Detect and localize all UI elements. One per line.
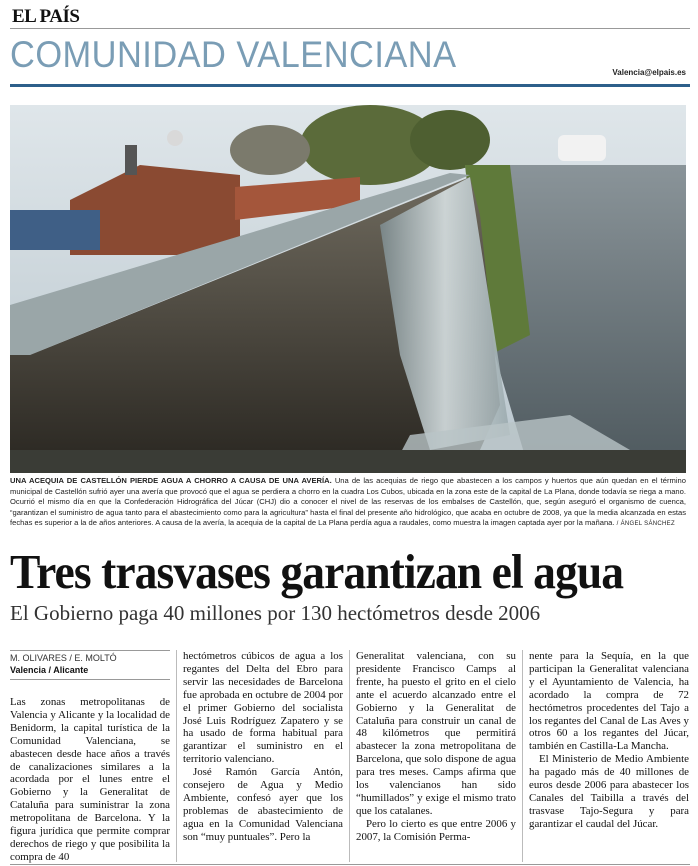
article-paragraph: Pero lo cierto es que entre 2006 y 2007, la Comisión Perma- [356,817,516,843]
byline-place: Valencia / Alicante [10,664,170,680]
subheadline: El Gobierno paga 40 millones por 130 hectómetros desde 2006 [10,601,541,625]
article-paragraph: José Ramón García Antón, consejero de Agua y Medio Ambiente, confesó ayer que los problemas de abastecimiento de agua en la Comunidad Valenciana son “muy puntuales”. Pero la [183,766,343,843]
top-rule [10,28,690,29]
article-paragraph: Generalitat valenciana, con su presidente Francisco Camps al frente, ha puesto el grito en el cielo ante el acuerdo alcanzado entre el Gobierno y la Generalitat de Cataluña para construir un canal de 48 kilómetros que permitirá abastecer la zona metropolitana de Barcelona, que solo dispone de agua para tres meses. Camps afirma que los valencianos han sido “humillados” y exige el mismo trato que los catalanes. [356,650,516,817]
bottom-rule [10,864,690,865]
article-column-1 [10,650,170,864]
headline: Tres trasvases garantizan el agua [10,544,624,599]
photo-credit: / ÁNGEL SÁNCHEZ [616,521,675,528]
section-rule [10,84,690,87]
masthead-logo: EL PAÍS [12,6,80,27]
byline-authors: M. OLIVARES / E. MOLTÓ [10,650,170,664]
article-paragraph: Las zonas metropolitanas de Valencia y Alicante y la localidad de Benidorm, la capital turística de la Comunidad Valenciana, se abastecen desde hace años a través de canalizaciones similares a la acordada por el lunes entre el Gobierno y la Generalitat de Cataluña para suministrar la zona metropolitana de Barcelona. Y la figura jurídica que permite comprar derechos de riego y que posibilita la compra de 40 [10,696,170,863]
caption-text: Una de las acequias de riego que abastecen a los campos y huertos que aún quedan en el término municipal de Castellón sufrió ayer una avería que provocó que el agua se perdiera a chorro en la cuadra Los Cubos, ubicada en la zona este de la capital de La Plana, donde todavía se riega a mano. Ocurrió el mismo día en que la Confederación Hidrográfica del Júcar (CHJ) dio a conocer el nivel de las reservas de los embalses de Castellón, que, según aseguró el organismo de cuenca, “garantizan el suministro de agua tanto para el abastecimiento como para la agricultura” hasta el final del presente año hidrológico, que acaba en octubre de 2008, ya que la media alcanzada en estas fechas es superior a la de años anteriores. A causa de la avería, la acequia de la capital de La Plana perdía agua a raudales, como muestra la imagen captada ayer por la mañana. [10,476,686,528]
article-paragraph: hectómetros cúbicos de agua a los regantes del Delta del Ebro para servir las necesidades de Barcelona fue aprobada en octubre de 2004 por el primer Gobierno del socialista José Luis Rodríguez Zapatero y se ha usado de forma habitual para garantizar el suministro en el territorio valenciano. [183,650,343,766]
section-title: COMUNIDAD VALENCIANA [10,34,457,75]
article-column-4 [529,650,689,831]
column-divider [349,650,350,862]
caption-lead: UNA ACEQUIA DE CASTELLÓN PIERDE AGUA A CHORRO A CAUSA DE UNA AVERÍA. [10,476,332,485]
article-paragraph: El Ministerio de Medio Ambiente ha pagado más de 40 millones de euros desde 2006 para abastecer los Canales del Taibilla a través del trasvase Tajo-Segura y para garantizar el caudal del Júcar. [529,753,689,830]
section-email: Valencia@elpais.es [612,68,686,77]
article-paragraph: nente para la Sequía, en la que participan la Generalitat valenciana y el Ayuntamiento de Valencia, ha acordado la compra de 72 hectómetros procedentes del Tajo a los regantes del Canal de Las Aves y otros 60 a los regantes del Júcar, también en Castilla-La Mancha. [529,650,689,753]
photo-caption [10,476,686,530]
column-divider [176,650,177,862]
news-photo [10,105,686,473]
column-divider [522,650,523,862]
article-column-2 [183,650,343,844]
byline [10,650,170,680]
article-column-3 [356,650,516,844]
